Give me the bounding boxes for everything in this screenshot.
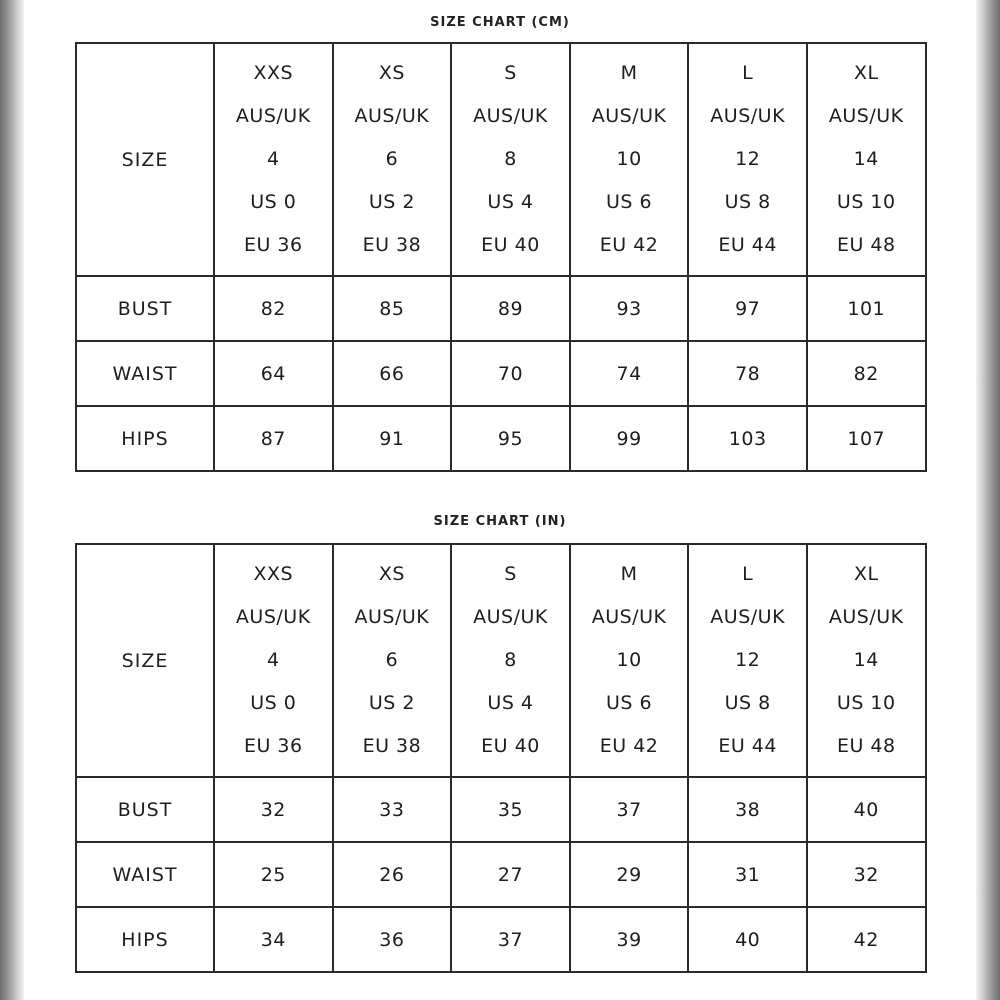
us-size: US 0 — [250, 191, 297, 213]
size-letter: S — [504, 62, 517, 84]
waist-value: 82 — [807, 341, 926, 406]
bust-value: 33 — [333, 777, 452, 842]
us-size: US 4 — [487, 191, 534, 213]
aus-uk-size: 10 — [616, 148, 642, 170]
size-letter: XXS — [253, 563, 294, 585]
cm-bust-row — [76, 276, 926, 341]
aus-uk-label: AUS/UK — [235, 606, 311, 628]
aus-uk-size: 8 — [504, 148, 517, 170]
waist-value: 31 — [688, 842, 807, 907]
waist-value: 32 — [807, 842, 926, 907]
in-size-header-row — [76, 544, 926, 777]
us-size: US 10 — [836, 692, 896, 714]
us-size: US 10 — [836, 191, 896, 213]
bust-row-label: BUST — [76, 276, 214, 341]
eu-size: EU 40 — [481, 735, 540, 757]
eu-size: EU 40 — [481, 234, 540, 256]
bust-value: 85 — [333, 276, 452, 341]
aus-uk-label: AUS/UK — [235, 105, 311, 127]
bust-value: 97 — [688, 276, 807, 341]
hips-value: 39 — [570, 907, 689, 972]
us-size: US 2 — [368, 692, 415, 714]
bust-value: 35 — [451, 777, 570, 842]
waist-row-label: WAIST — [76, 341, 214, 406]
aus-uk-label: AUS/UK — [473, 105, 548, 127]
in-size-table — [75, 543, 927, 973]
cm-size-row-label: SIZE — [76, 43, 214, 276]
hips-value: 87 — [214, 406, 333, 471]
eu-size: EU 38 — [362, 735, 422, 757]
aus-uk-size: 10 — [616, 649, 642, 671]
left-edge-shadow — [0, 0, 24, 1000]
aus-uk-label: AUS/UK — [591, 606, 667, 628]
eu-size: EU 36 — [243, 735, 303, 757]
in-size-cell-xs — [333, 544, 452, 777]
us-size: US 8 — [724, 692, 771, 714]
aus-uk-label: AUS/UK — [473, 606, 548, 628]
waist-value: 66 — [333, 341, 452, 406]
eu-size: EU 48 — [836, 735, 896, 757]
size-letter: M — [620, 62, 638, 84]
size-letter: XL — [853, 62, 879, 84]
size-letter: XS — [378, 62, 405, 84]
bust-value: 101 — [807, 276, 926, 341]
aus-uk-size: 8 — [504, 649, 517, 671]
hips-value: 42 — [807, 907, 926, 972]
in-size-cell-s — [451, 544, 570, 777]
hips-value: 91 — [333, 406, 452, 471]
aus-uk-size: 4 — [267, 148, 280, 170]
bust-row-label: BUST — [76, 777, 214, 842]
aus-uk-label: AUS/UK — [710, 105, 786, 127]
size-letter: L — [742, 563, 754, 585]
size-letter: XL — [853, 563, 879, 585]
eu-size: EU 44 — [718, 735, 777, 757]
waist-value: 25 — [214, 842, 333, 907]
waist-row-label: WAIST — [76, 842, 214, 907]
aus-uk-size: 14 — [853, 649, 879, 671]
bust-value: 32 — [214, 777, 333, 842]
hips-value: 34 — [214, 907, 333, 972]
cm-waist-row — [76, 341, 926, 406]
aus-uk-size: 12 — [735, 649, 761, 671]
hips-value: 103 — [688, 406, 807, 471]
us-size: US 2 — [368, 191, 415, 213]
us-size: US 6 — [606, 191, 653, 213]
aus-uk-size: 6 — [385, 148, 399, 170]
in-size-cell-xxs — [214, 544, 333, 777]
us-size: US 6 — [606, 692, 653, 714]
hips-value: 99 — [570, 406, 689, 471]
in-bust-row — [76, 777, 926, 842]
size-letter: L — [742, 62, 754, 84]
waist-value: 64 — [214, 341, 333, 406]
cm-hips-row — [76, 406, 926, 471]
aus-uk-size: 4 — [267, 649, 280, 671]
hips-value: 95 — [451, 406, 570, 471]
size-letter: M — [620, 563, 638, 585]
aus-uk-label: AUS/UK — [710, 606, 786, 628]
cm-size-cell-xxs — [214, 43, 333, 276]
hips-value: 36 — [333, 907, 452, 972]
waist-value: 26 — [333, 842, 452, 907]
cm-size-cell-m — [570, 43, 689, 276]
cm-size-table — [75, 42, 927, 472]
aus-uk-size: 14 — [853, 148, 879, 170]
bust-value: 93 — [570, 276, 689, 341]
in-size-cell-xl — [807, 544, 926, 777]
cm-chart-title: SIZE CHART (CM) — [430, 15, 570, 30]
bust-value: 89 — [451, 276, 570, 341]
hips-value: 37 — [451, 907, 570, 972]
in-size-row-label: SIZE — [76, 544, 214, 777]
size-letter: XXS — [253, 62, 294, 84]
hips-value: 107 — [807, 406, 926, 471]
hips-row-label: HIPS — [76, 907, 214, 972]
eu-size: EU 42 — [599, 735, 659, 757]
us-size: US 8 — [724, 191, 771, 213]
eu-size: EU 48 — [836, 234, 896, 256]
eu-size: EU 42 — [599, 234, 659, 256]
in-hips-row — [76, 907, 926, 972]
aus-uk-label: AUS/UK — [354, 606, 430, 628]
in-size-cell-m — [570, 544, 689, 777]
waist-value: 74 — [570, 341, 689, 406]
aus-uk-label: AUS/UK — [828, 606, 904, 628]
bust-value: 37 — [570, 777, 689, 842]
bust-value: 40 — [807, 777, 926, 842]
waist-value: 27 — [451, 842, 570, 907]
us-size: US 4 — [487, 692, 534, 714]
waist-value: 78 — [688, 341, 807, 406]
waist-value: 29 — [570, 842, 689, 907]
in-waist-row — [76, 842, 926, 907]
cm-size-cell-l — [688, 43, 807, 276]
eu-size: EU 38 — [362, 234, 422, 256]
waist-value: 70 — [451, 341, 570, 406]
aus-uk-label: AUS/UK — [828, 105, 904, 127]
bust-value: 82 — [214, 276, 333, 341]
aus-uk-label: AUS/UK — [591, 105, 667, 127]
aus-uk-size: 6 — [385, 649, 399, 671]
cm-size-cell-xs — [333, 43, 452, 276]
hips-row-label: HIPS — [76, 406, 214, 471]
size-letter: XS — [378, 563, 405, 585]
size-letter: S — [504, 563, 517, 585]
cm-size-cell-s — [451, 43, 570, 276]
in-chart-title: SIZE CHART (IN) — [433, 514, 567, 529]
us-size: US 0 — [250, 692, 297, 714]
hips-value: 40 — [688, 907, 807, 972]
eu-size: EU 44 — [718, 234, 777, 256]
cm-size-cell-xl — [807, 43, 926, 276]
cm-size-header-row — [76, 43, 926, 276]
bust-value: 38 — [688, 777, 807, 842]
right-edge-shadow — [976, 0, 1000, 1000]
eu-size: EU 36 — [243, 234, 303, 256]
in-size-cell-l — [688, 544, 807, 777]
aus-uk-size: 12 — [735, 148, 761, 170]
aus-uk-label: AUS/UK — [354, 105, 430, 127]
